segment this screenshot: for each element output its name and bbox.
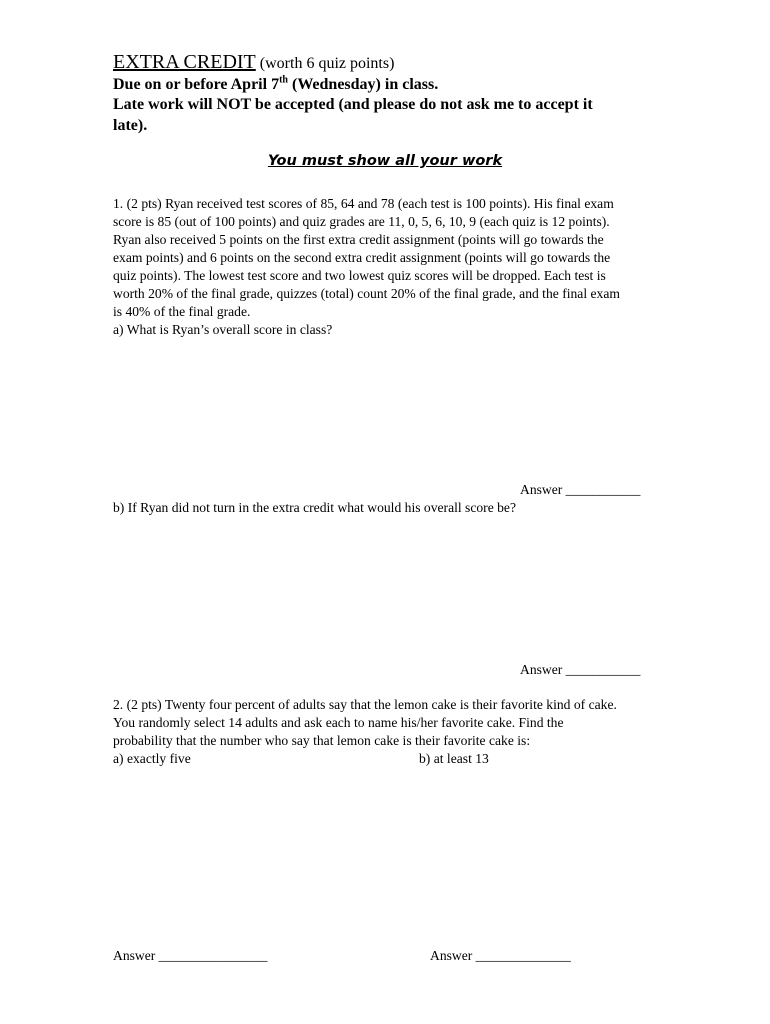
title-line (113, 51, 394, 74)
title-note: (worth 6 quiz points) (259, 55, 395, 72)
q2-line: probability that the number who say that lemon cake is their favorite cake is: (113, 733, 531, 748)
q1-line: 1. (2 pts) Ryan received test scores of 85, 64 and 78 (each test is 100 points). His final exam (113, 196, 614, 211)
q2-line: 2. (2 pts) Twenty four percent of adults say that the lemon cake is their favorite kind of cake. (113, 697, 617, 712)
late-policy-line-2: late). (113, 117, 148, 134)
late-policy-line-1: Late work will NOT be accepted (and please do not ask me to accept it (113, 96, 593, 113)
q1-line: quiz points). The lowest test score and two lowest quiz scores will be dropped. Each test is (113, 268, 606, 283)
show-work-heading: You must show all your work (267, 153, 503, 169)
q1-answer-b: Answer ___________ (520, 662, 641, 677)
q2-answer-a: Answer ________________ (113, 948, 268, 963)
q2-part-b: b) at least 13 (419, 751, 489, 766)
q1-line: exam points) and 6 points on the second extra credit assignment (points will go towards the (113, 250, 611, 265)
q1-part-b: b) If Ryan did not turn in the extra credit what would his overall score be? (113, 500, 516, 515)
q1-line: is 40% of the final grade. (113, 304, 251, 319)
due-text-end: (Wednesday) in class. (287, 76, 439, 93)
q2-line: You randomly select 14 adults and ask each to name his/her favorite cake. Find the (113, 715, 564, 730)
q1-line: worth 20% of the final grade, quizzes (total) count 20% of the final grade, and the final exam (113, 286, 620, 301)
q1-part-a: a) What is Ryan’s overall score in class? (113, 322, 333, 337)
due-date-line (113, 76, 438, 94)
q1-line: Ryan also received 5 points on the first extra credit assignment (points will go towards the (113, 232, 604, 247)
q2-answer-b: Answer ______________ (430, 948, 571, 963)
q1-answer-a: Answer ___________ (520, 482, 641, 497)
due-superscript: th (279, 74, 288, 86)
q2-part-a: a) exactly five (113, 751, 191, 766)
due-text-start: Due on or before April 7 (113, 76, 280, 93)
q1-line: score is 85 (out of 100 points) and quiz grades are 11, 0, 5, 6, 10, 9 (each quiz is 12 points). (113, 214, 610, 229)
page-title: EXTRA CREDIT (113, 51, 256, 73)
